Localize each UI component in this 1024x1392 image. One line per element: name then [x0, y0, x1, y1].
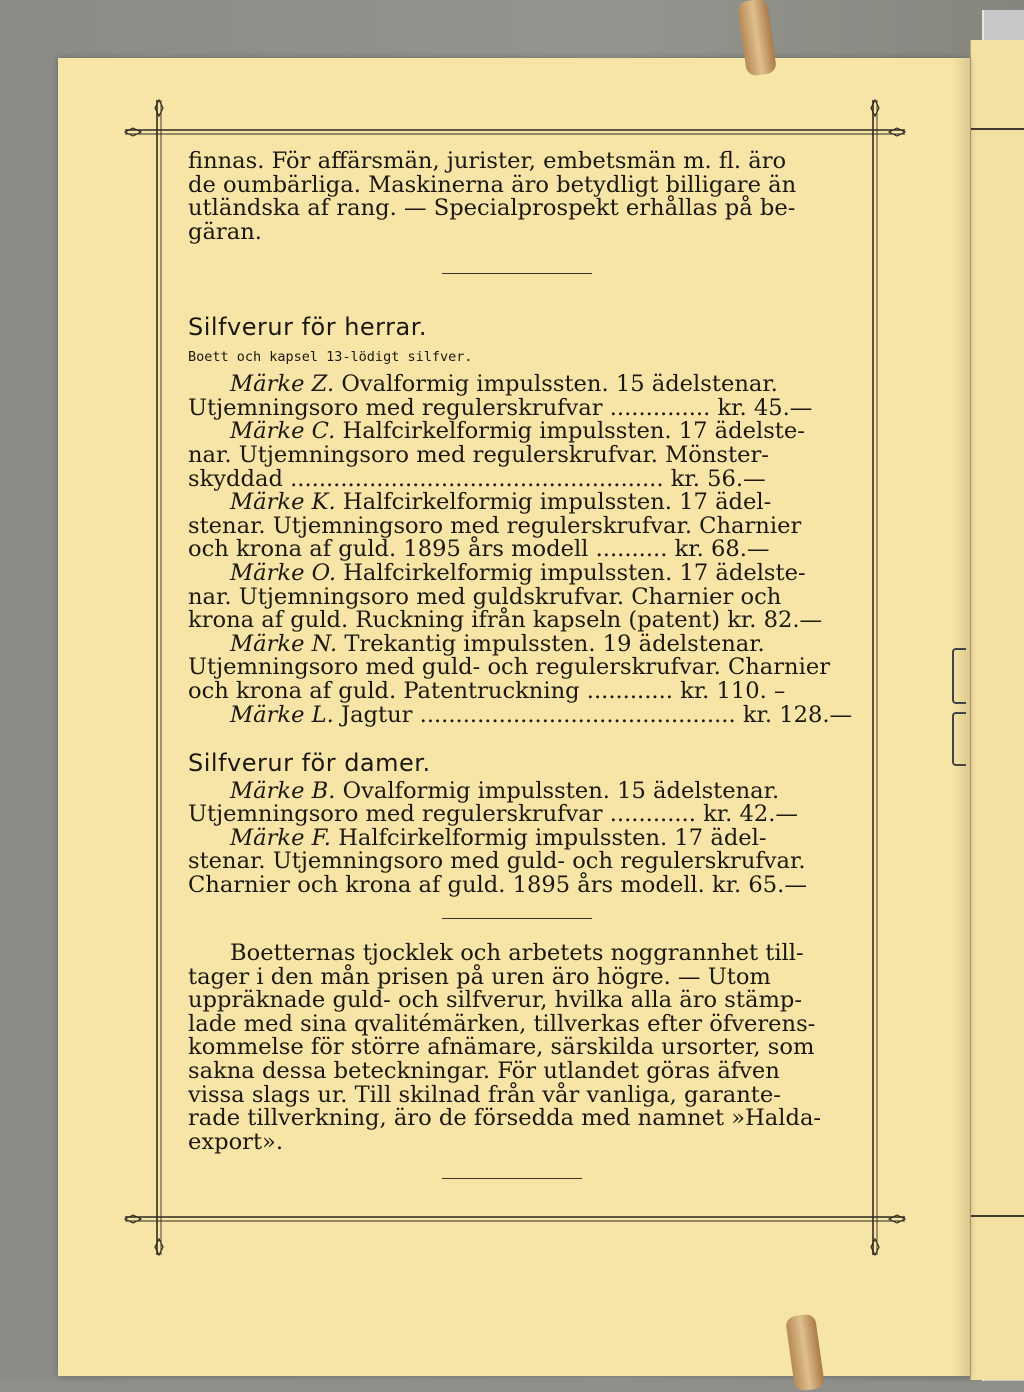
text-line: de oumbärliga. Maskinerna äro betydligt billigare än — [188, 171, 797, 198]
item-mark: Märke L. — [230, 701, 334, 728]
item-line: skyddad .................................................... kr. 56.— — [188, 465, 766, 492]
item-line: Utjemningsoro med guld- och regulerskrufvar. Charnier — [188, 654, 831, 681]
item-line: Utjemningsoro med regulerskrufvar .............. kr. 45.— — [188, 394, 813, 421]
text-line: Boetternas tjocklek och arbetets noggrannhet till- — [230, 940, 804, 966]
section-heading: Silfverur för damer. — [188, 749, 431, 777]
item-mark: Märke K. — [230, 489, 336, 516]
section-men — [188, 313, 853, 728]
item-line: och krona af guld. 1895 års modell .......... kr. 68.— — [188, 536, 770, 563]
text-line: utländska af rang. — Specialprospekt erhållas på be- — [188, 195, 796, 222]
text-line: uppräknade guld- och silfverur, hvilka alla äro stämp- — [188, 987, 802, 1014]
section-divider — [442, 273, 592, 274]
text-line: sakna dessa beteckningar. För utlandet göras äfven — [188, 1057, 780, 1084]
item-line: Märke N. Trekantig impulssten. 19 ädelstenar. — [230, 630, 765, 657]
item-line: nar. Utjemningsoro med guldskrufvar. Charnier och — [188, 583, 782, 610]
item-mark: Märke O. — [230, 559, 337, 586]
item-line: nar. Utjemningsoro med regulerskrufvar. Mönster- — [188, 441, 769, 468]
text-line: kommelse för större afnämare, särskilda ursorter, som — [188, 1034, 815, 1061]
item-mark: Märke N. — [230, 630, 338, 657]
item-mark: Märke F. — [230, 824, 331, 851]
item-line: Märke O. Halfcirkelformig impulssten. 17 ädelste- — [230, 559, 806, 586]
text-line: finnas. För affärsmän, jurister, embetsmän m. fl. äro — [188, 148, 787, 174]
text-line: tager i den mån prisen på uren äro högre. — Utom — [188, 963, 771, 990]
staple-upper — [952, 648, 966, 704]
item-line: Charnier och krona af guld. 1895 års modell. kr. 65.— — [188, 871, 807, 898]
text-line: export». — [188, 1128, 284, 1155]
text-line: gäran. — [188, 218, 262, 245]
item-line: Utjemningsoro med regulerskrufvar ............ kr. 42.— — [188, 801, 798, 828]
section-heading: Silfverur för herrar. — [188, 313, 427, 341]
item-line: Märke F. Halfcirkelformig impulssten. 17 ädel- — [230, 824, 767, 851]
item-line: stenar. Utjemningsoro med regulerskrufvar. Charnier — [188, 512, 802, 539]
item-line: Märke K. Halfcirkelformig impulssten. 17 ädel- — [230, 489, 772, 516]
text-line: rade tillverkning, äro de försedda med namnet »Halda- — [188, 1105, 822, 1132]
section-subheading: Boett och kapsel 13-lödigt silfver. — [188, 348, 473, 365]
item-line: Märke B. Ovalformig impulssten. 15 ädelstenar. — [230, 777, 780, 804]
closing-paragraph — [188, 942, 848, 1154]
item-line: Märke Z. Ovalformig impulssten. 15 ädelstenar. — [230, 371, 778, 398]
section-divider — [442, 1178, 582, 1179]
text-line: lade med sina qvalitémärken, tillverkas efter öfverens- — [188, 1010, 816, 1037]
item-line: och krona af guld. Patentruckning ............ kr. 110. – — [188, 677, 786, 704]
staple-lower — [952, 712, 966, 766]
section-women — [188, 749, 848, 898]
item-line: Märke L. Jagtur ............................................ kr. 128.— — [230, 701, 853, 728]
item-mark: Märke C. — [230, 418, 336, 445]
section-divider — [442, 918, 592, 919]
item-line: Märke C. Halfcirkelformig impulssten. 17 ädelste- — [230, 418, 805, 445]
item-line: krona af guld. Ruckning ifrån kapseln (patent) kr. 82.— — [188, 607, 823, 634]
text-line: vissa slags ur. Till skilnad från vår vanliga, garante- — [188, 1081, 781, 1108]
item-line: stenar. Utjemningsoro med guld- och regulerskrufvar. — [188, 848, 806, 875]
intro-paragraph — [188, 150, 848, 244]
item-mark: Märke Z. — [230, 371, 335, 398]
item-mark: Märke B. — [230, 777, 336, 804]
